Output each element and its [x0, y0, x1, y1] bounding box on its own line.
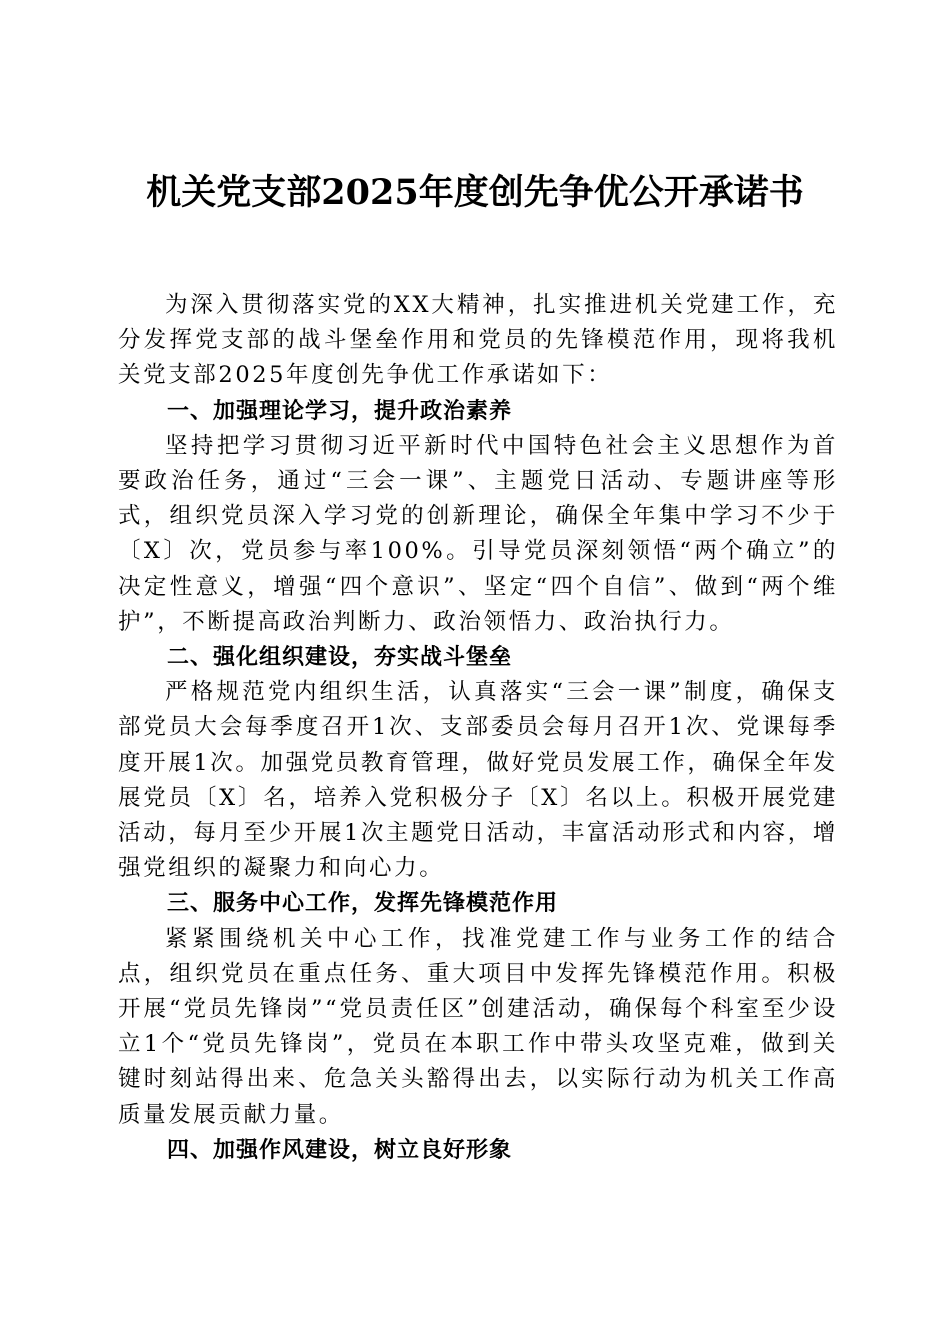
section-body-2: 严格规范党内组织生活，认真落实“三会一课”制度，确保支部党员大会每季度召开1次、支部委员会每月召开1次、党课每季度开展1次。加强党员教育管理，做好党员发展工作，确保全年发展党员〔X〕名，培养入党积极分子〔X〕名以上。积极开展党建活动，每月至少开展1次主题党日活动，丰富活动形式和内容，增强党组织的凝聚力和向心力。 [118, 679, 838, 882]
section-body-3: 紧紧围绕机关中心工作，找准党建工作与业务工作的结合点，组织党员在重点任务、重大项目中发挥先锋模范作用。积极开展“党员先锋岗”“党员责任区”创建活动，确保每个科室至少设立1个“党员先锋岗”，党员在本职工作中带头攻坚克难，做到关键时刻站得出来、危急关头豁得出去，以实际行动为机关工作高质量发展贡献力量。 [118, 925, 838, 1128]
document-title: 机关党支部2025年度创先争优公开承诺书 [146, 172, 804, 213]
section-heading-3: 三、服务中心工作，发挥先锋模范作用 [167, 891, 559, 917]
section-heading-2: 二、强化组织建设，夯实战斗堡垒 [167, 645, 513, 671]
section-heading-1: 一、加强理论学习，提升政治素养 [167, 398, 513, 424]
intro-paragraph: 为深入贯彻落实党的XX大精神，扎实推进机关党建工作，充分发挥党支部的战斗堡垒作用和党员的先锋模范作用，现将我机关党支部2025年度创先争优工作承诺如下： [118, 292, 838, 389]
section-body-1: 坚持把学习贯彻习近平新时代中国特色社会主义思想作为首要政治任务，通过“三会一课”、主题党日活动、专题讲座等形式，组织党员深入学习党的创新理论，确保全年集中学习不少于〔X〕次，党员参与率100%。引导党员深刻领悟“两个确立”的决定性意义，增强“四个意识”、坚定“四个自信”、做到“两个维护”，不断提高政治判断力、政治领悟力、政治执行力。 [118, 432, 838, 635]
section-heading-4: 四、加强作风建设，树立良好形象 [167, 1137, 513, 1163]
document-body [118, 288, 838, 1168]
